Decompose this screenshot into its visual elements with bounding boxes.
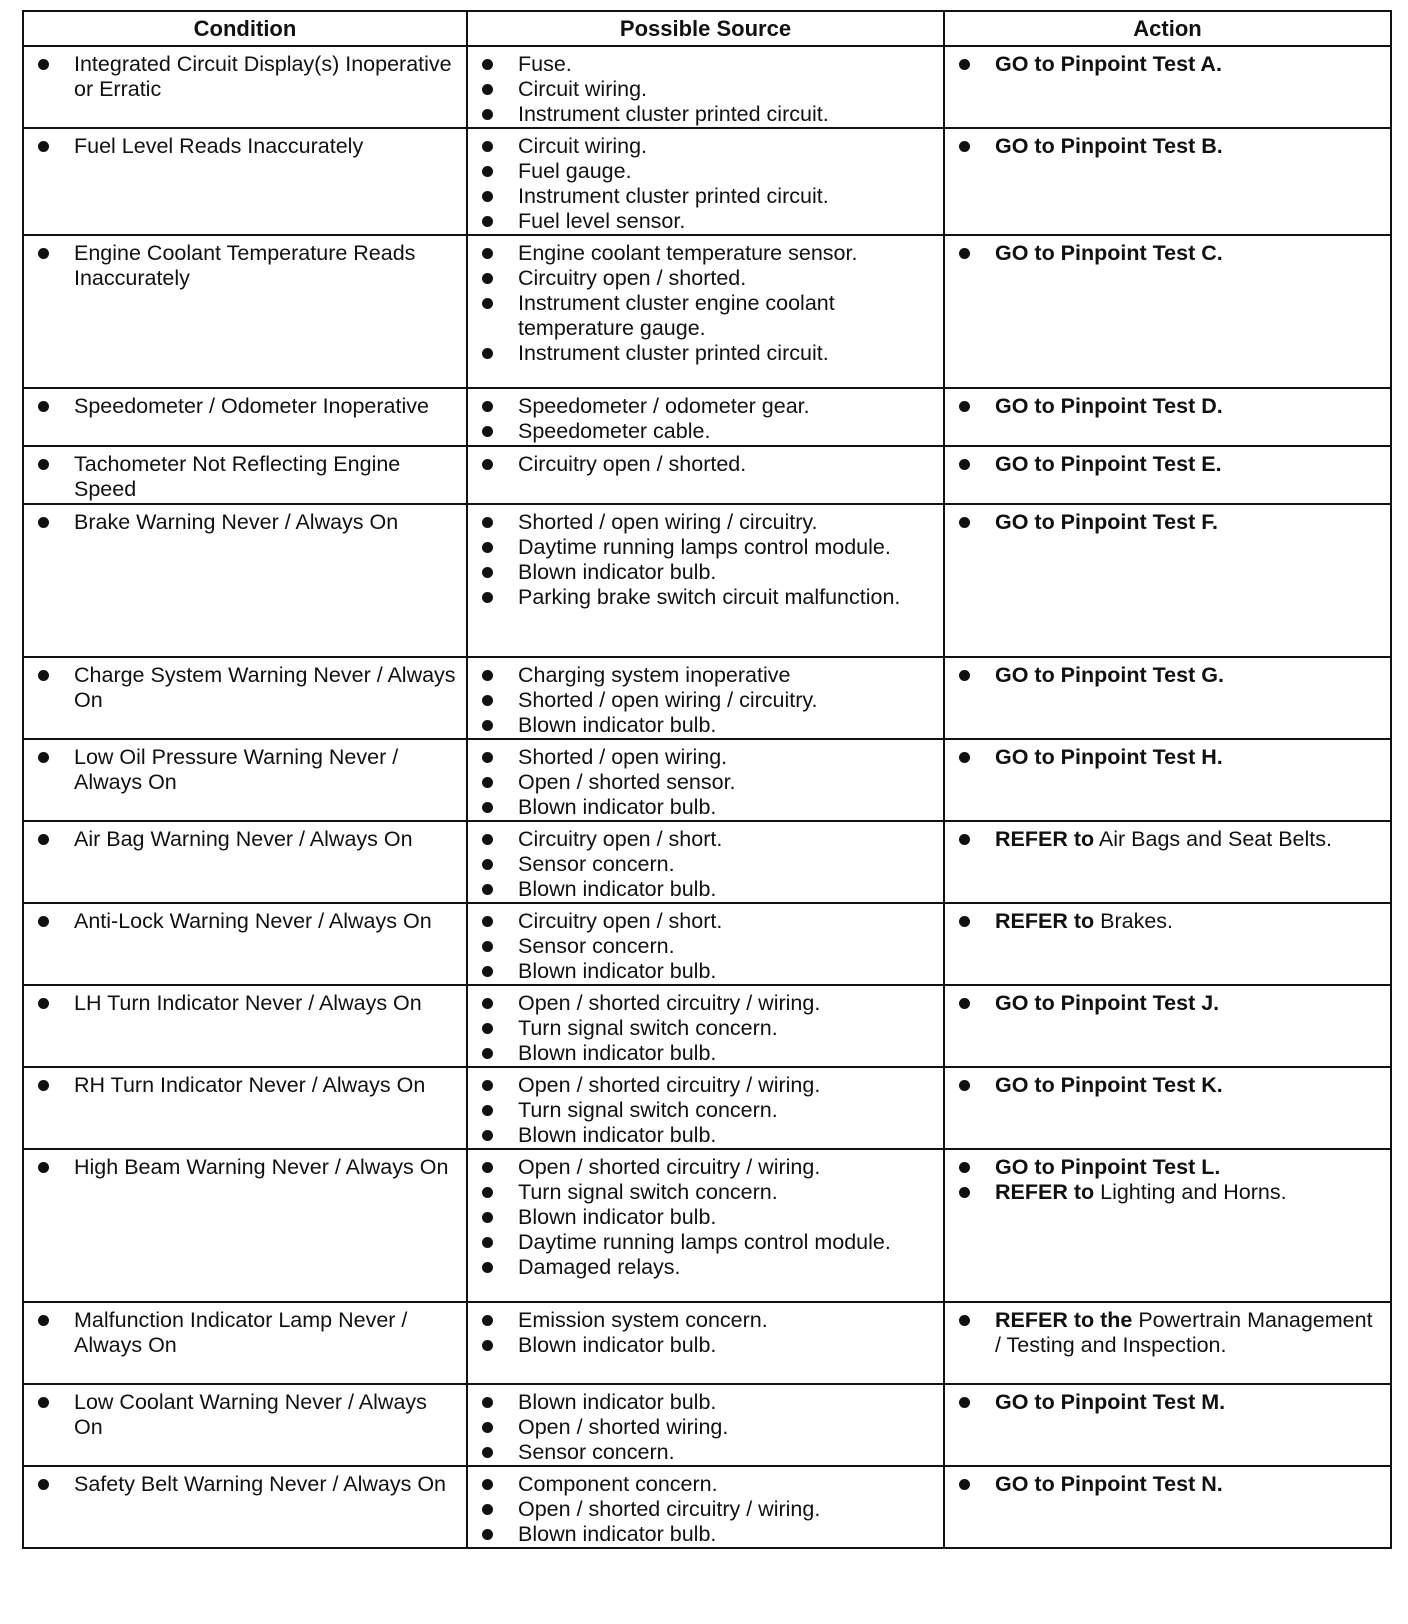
source-item: Turn signal switch concern.: [474, 1098, 937, 1123]
condition-list: [30, 909, 460, 934]
table-row: [23, 903, 1391, 985]
action-cell: [944, 1149, 1391, 1302]
condition-cell: [23, 985, 467, 1067]
source-item: Blown indicator bulb.: [474, 1522, 937, 1547]
source-item: Sensor concern.: [474, 1440, 937, 1465]
possible-source-cell: [467, 1067, 944, 1149]
action-list: [951, 991, 1384, 1016]
source-item: Daytime running lamps control module.: [474, 1230, 937, 1255]
condition-list: [30, 663, 460, 713]
source-item: Shorted / open wiring / circuitry.: [474, 510, 937, 535]
action-reference: Air Bags and Seat Belts.: [1094, 827, 1332, 851]
action-reference: Lighting and Horns.: [1094, 1180, 1287, 1204]
condition-list: [30, 1390, 460, 1440]
action-cell: [944, 1067, 1391, 1149]
table-row: [23, 128, 1391, 235]
action-keyword: REFER to the: [995, 1308, 1133, 1332]
action-item: [951, 134, 1384, 159]
possible-source-cell: [467, 235, 944, 388]
action-item: [951, 827, 1384, 852]
header-condition: Condition: [23, 11, 467, 46]
table-row: [23, 657, 1391, 739]
action-cell: [944, 128, 1391, 235]
condition-text: Air Bag Warning Never / Always On: [30, 827, 460, 852]
action-cell: [944, 821, 1391, 903]
source-list: [474, 452, 937, 477]
condition-cell: [23, 128, 467, 235]
condition-cell: [23, 903, 467, 985]
source-list: [474, 1155, 937, 1280]
possible-source-cell: [467, 388, 944, 446]
source-item: Emission system concern.: [474, 1308, 937, 1333]
condition-list: [30, 1308, 460, 1358]
source-item: Charging system inoperative: [474, 663, 937, 688]
action-keyword: GO to Pinpoint Test K.: [995, 1073, 1223, 1097]
source-item: Shorted / open wiring / circuitry.: [474, 688, 937, 713]
action-list: [951, 909, 1384, 934]
action-cell: [944, 504, 1391, 657]
condition-text: Low Oil Pressure Warning Never / Always On: [30, 745, 460, 795]
action-keyword: GO to Pinpoint Test G.: [995, 663, 1224, 687]
action-list: [951, 510, 1384, 535]
source-list: [474, 909, 937, 984]
condition-list: [30, 745, 460, 795]
source-item: Daytime running lamps control module.: [474, 535, 937, 560]
condition-cell: [23, 1067, 467, 1149]
condition-text: Malfunction Indicator Lamp Never / Always On: [30, 1308, 460, 1358]
action-cell: [944, 739, 1391, 821]
condition-text: LH Turn Indicator Never / Always On: [30, 991, 460, 1016]
action-list: [951, 1073, 1384, 1098]
action-list: [951, 1472, 1384, 1497]
action-item: [951, 991, 1384, 1016]
action-item: [951, 394, 1384, 419]
header-possible-source: Possible Source: [467, 11, 944, 46]
table-row: [23, 1067, 1391, 1149]
action-item: [951, 1390, 1384, 1415]
source-item: Open / shorted circuitry / wiring.: [474, 991, 937, 1016]
action-keyword: REFER to: [995, 909, 1095, 933]
table-row: [23, 446, 1391, 504]
source-item: Blown indicator bulb.: [474, 713, 937, 738]
condition-list: [30, 1073, 460, 1098]
action-item: [951, 1308, 1384, 1358]
action-keyword: REFER to: [995, 827, 1095, 851]
source-list: [474, 241, 937, 366]
source-item: Blown indicator bulb.: [474, 959, 937, 984]
condition-cell: [23, 739, 467, 821]
condition-cell: [23, 1466, 467, 1548]
condition-text: Fuel Level Reads Inaccurately: [30, 134, 460, 159]
action-list: [951, 394, 1384, 419]
source-item: Instrument cluster printed circuit.: [474, 102, 937, 127]
action-cell: [944, 985, 1391, 1067]
action-keyword: GO to Pinpoint Test J.: [995, 991, 1220, 1015]
source-list: [474, 510, 937, 610]
source-list: [474, 134, 937, 234]
table-row: [23, 1302, 1391, 1384]
source-item: Open / shorted sensor.: [474, 770, 937, 795]
table-row: [23, 821, 1391, 903]
possible-source-cell: [467, 821, 944, 903]
table-row: [23, 1466, 1391, 1548]
action-item: [951, 663, 1384, 688]
source-item: Sensor concern.: [474, 852, 937, 877]
source-item: Blown indicator bulb.: [474, 1205, 937, 1230]
condition-list: [30, 510, 460, 535]
condition-list: [30, 134, 460, 159]
action-cell: [944, 446, 1391, 504]
action-keyword: GO to Pinpoint Test N.: [995, 1472, 1223, 1496]
source-list: [474, 394, 937, 444]
condition-list: [30, 452, 460, 502]
condition-list: [30, 827, 460, 852]
possible-source-cell: [467, 128, 944, 235]
source-item: Engine coolant temperature sensor.: [474, 241, 937, 266]
condition-text: Tachometer Not Reflecting Engine Speed: [30, 452, 460, 502]
table-row: [23, 739, 1391, 821]
source-item: Blown indicator bulb.: [474, 1390, 937, 1415]
action-list: [951, 1308, 1384, 1358]
condition-list: [30, 394, 460, 419]
source-item: Sensor concern.: [474, 934, 937, 959]
source-item: Open / shorted circuitry / wiring.: [474, 1497, 937, 1522]
table-row: [23, 504, 1391, 657]
condition-list: [30, 241, 460, 291]
condition-text: Low Coolant Warning Never / Always On: [30, 1390, 460, 1440]
action-cell: [944, 235, 1391, 388]
action-keyword: GO to Pinpoint Test B.: [995, 134, 1223, 158]
table-row: [23, 1384, 1391, 1466]
source-list: [474, 663, 937, 738]
possible-source-cell: [467, 46, 944, 128]
action-list: [951, 1155, 1384, 1205]
possible-source-cell: [467, 1149, 944, 1302]
source-item: Speedometer cable.: [474, 419, 937, 444]
table-row: [23, 235, 1391, 388]
table-row: [23, 985, 1391, 1067]
action-item: [951, 909, 1384, 934]
possible-source-cell: [467, 446, 944, 504]
action-cell: [944, 46, 1391, 128]
source-item: Circuit wiring.: [474, 77, 937, 102]
source-list: [474, 1390, 937, 1465]
action-cell: [944, 657, 1391, 739]
condition-cell: [23, 504, 467, 657]
action-keyword: GO to Pinpoint Test A.: [995, 52, 1222, 76]
condition-text: RH Turn Indicator Never / Always On: [30, 1073, 460, 1098]
source-item: Instrument cluster printed circuit.: [474, 341, 937, 366]
source-list: [474, 745, 937, 820]
action-item: [951, 510, 1384, 535]
source-item: Speedometer / odometer gear.: [474, 394, 937, 419]
possible-source-cell: [467, 1384, 944, 1466]
action-keyword: GO to Pinpoint Test M.: [995, 1390, 1226, 1414]
condition-list: [30, 991, 460, 1016]
source-item: Blown indicator bulb.: [474, 877, 937, 902]
action-keyword: GO to Pinpoint Test D.: [995, 394, 1223, 418]
possible-source-cell: [467, 1466, 944, 1548]
action-list: [951, 241, 1384, 266]
source-item: Damaged relays.: [474, 1255, 937, 1280]
source-item: Instrument cluster engine coolant temperature gauge.: [474, 291, 937, 341]
action-list: [951, 452, 1384, 477]
source-item: Component concern.: [474, 1472, 937, 1497]
action-list: [951, 745, 1384, 770]
action-item: [951, 452, 1384, 477]
source-item: Blown indicator bulb.: [474, 795, 937, 820]
source-item: Blown indicator bulb.: [474, 1123, 937, 1148]
possible-source-cell: [467, 657, 944, 739]
source-list: [474, 827, 937, 902]
action-keyword: GO to Pinpoint Test F.: [995, 510, 1218, 534]
action-list: [951, 134, 1384, 159]
source-item: Blown indicator bulb.: [474, 1041, 937, 1066]
condition-cell: [23, 657, 467, 739]
source-item: Fuel gauge.: [474, 159, 937, 184]
condition-text: Brake Warning Never / Always On: [30, 510, 460, 535]
condition-text: Integrated Circuit Display(s) Inoperative or Erratic: [30, 52, 460, 102]
symptom-chart-table: [22, 10, 1392, 1549]
condition-cell: [23, 1302, 467, 1384]
condition-cell: [23, 821, 467, 903]
possible-source-cell: [467, 504, 944, 657]
condition-cell: [23, 1149, 467, 1302]
source-item: Open / shorted circuitry / wiring.: [474, 1073, 937, 1098]
source-item: Turn signal switch concern.: [474, 1016, 937, 1041]
action-item: [951, 745, 1384, 770]
action-keyword: GO to Pinpoint Test L.: [995, 1155, 1221, 1179]
action-keyword: GO to Pinpoint Test E.: [995, 452, 1222, 476]
source-item: Fuse.: [474, 52, 937, 77]
source-list: [474, 1472, 937, 1547]
condition-cell: [23, 46, 467, 128]
source-list: [474, 1073, 937, 1148]
diagnosis-sheet: [22, 10, 1390, 1549]
source-item: Open / shorted circuitry / wiring.: [474, 1155, 937, 1180]
source-item: Blown indicator bulb.: [474, 1333, 937, 1358]
source-item: Turn signal switch concern.: [474, 1180, 937, 1205]
condition-text: Anti-Lock Warning Never / Always On: [30, 909, 460, 934]
action-item: [951, 1073, 1384, 1098]
action-item: [951, 241, 1384, 266]
header-action: Action: [944, 11, 1391, 46]
condition-cell: [23, 388, 467, 446]
source-item: Circuitry open / shorted.: [474, 452, 937, 477]
possible-source-cell: [467, 739, 944, 821]
table-body: [23, 46, 1391, 1548]
action-item: [951, 1180, 1384, 1205]
action-keyword: REFER to: [995, 1180, 1095, 1204]
source-item: Circuit wiring.: [474, 134, 937, 159]
source-item: Shorted / open wiring.: [474, 745, 937, 770]
source-item: Circuitry open / short.: [474, 827, 937, 852]
action-item: [951, 52, 1384, 77]
action-list: [951, 827, 1384, 852]
source-item: Circuitry open / shorted.: [474, 266, 937, 291]
action-cell: [944, 388, 1391, 446]
action-reference: Powertrain Management / Testing and Inspection.: [995, 1308, 1373, 1357]
action-cell: [944, 1302, 1391, 1384]
condition-cell: [23, 235, 467, 388]
action-list: [951, 1390, 1384, 1415]
source-item: Circuitry open / short.: [474, 909, 937, 934]
possible-source-cell: [467, 903, 944, 985]
table-row: [23, 388, 1391, 446]
condition-list: [30, 52, 460, 102]
source-list: [474, 52, 937, 127]
condition-text: High Beam Warning Never / Always On: [30, 1155, 460, 1180]
source-item: Instrument cluster printed circuit.: [474, 184, 937, 209]
condition-list: [30, 1155, 460, 1180]
header-row: [23, 11, 1391, 46]
action-list: [951, 52, 1384, 77]
table-row: [23, 1149, 1391, 1302]
condition-text: Safety Belt Warning Never / Always On: [30, 1472, 460, 1497]
condition-text: Engine Coolant Temperature Reads Inaccurately: [30, 241, 460, 291]
action-item: [951, 1472, 1384, 1497]
condition-text: Speedometer / Odometer Inoperative: [30, 394, 460, 419]
source-item: Open / shorted wiring.: [474, 1415, 937, 1440]
action-cell: [944, 903, 1391, 985]
source-item: Blown indicator bulb.: [474, 560, 937, 585]
source-item: Fuel level sensor.: [474, 209, 937, 234]
action-cell: [944, 1384, 1391, 1466]
condition-text: Charge System Warning Never / Always On: [30, 663, 460, 713]
action-keyword: GO to Pinpoint Test H.: [995, 745, 1223, 769]
action-item: [951, 1155, 1384, 1180]
action-cell: [944, 1466, 1391, 1548]
condition-list: [30, 1472, 460, 1497]
condition-cell: [23, 446, 467, 504]
table-row: [23, 46, 1391, 128]
action-list: [951, 663, 1384, 688]
possible-source-cell: [467, 1302, 944, 1384]
action-reference: Brakes.: [1094, 909, 1174, 933]
action-keyword: GO to Pinpoint Test C.: [995, 241, 1223, 265]
possible-source-cell: [467, 985, 944, 1067]
condition-cell: [23, 1384, 467, 1466]
source-list: [474, 991, 937, 1066]
source-list: [474, 1308, 937, 1358]
source-item: Parking brake switch circuit malfunction.: [474, 585, 937, 610]
